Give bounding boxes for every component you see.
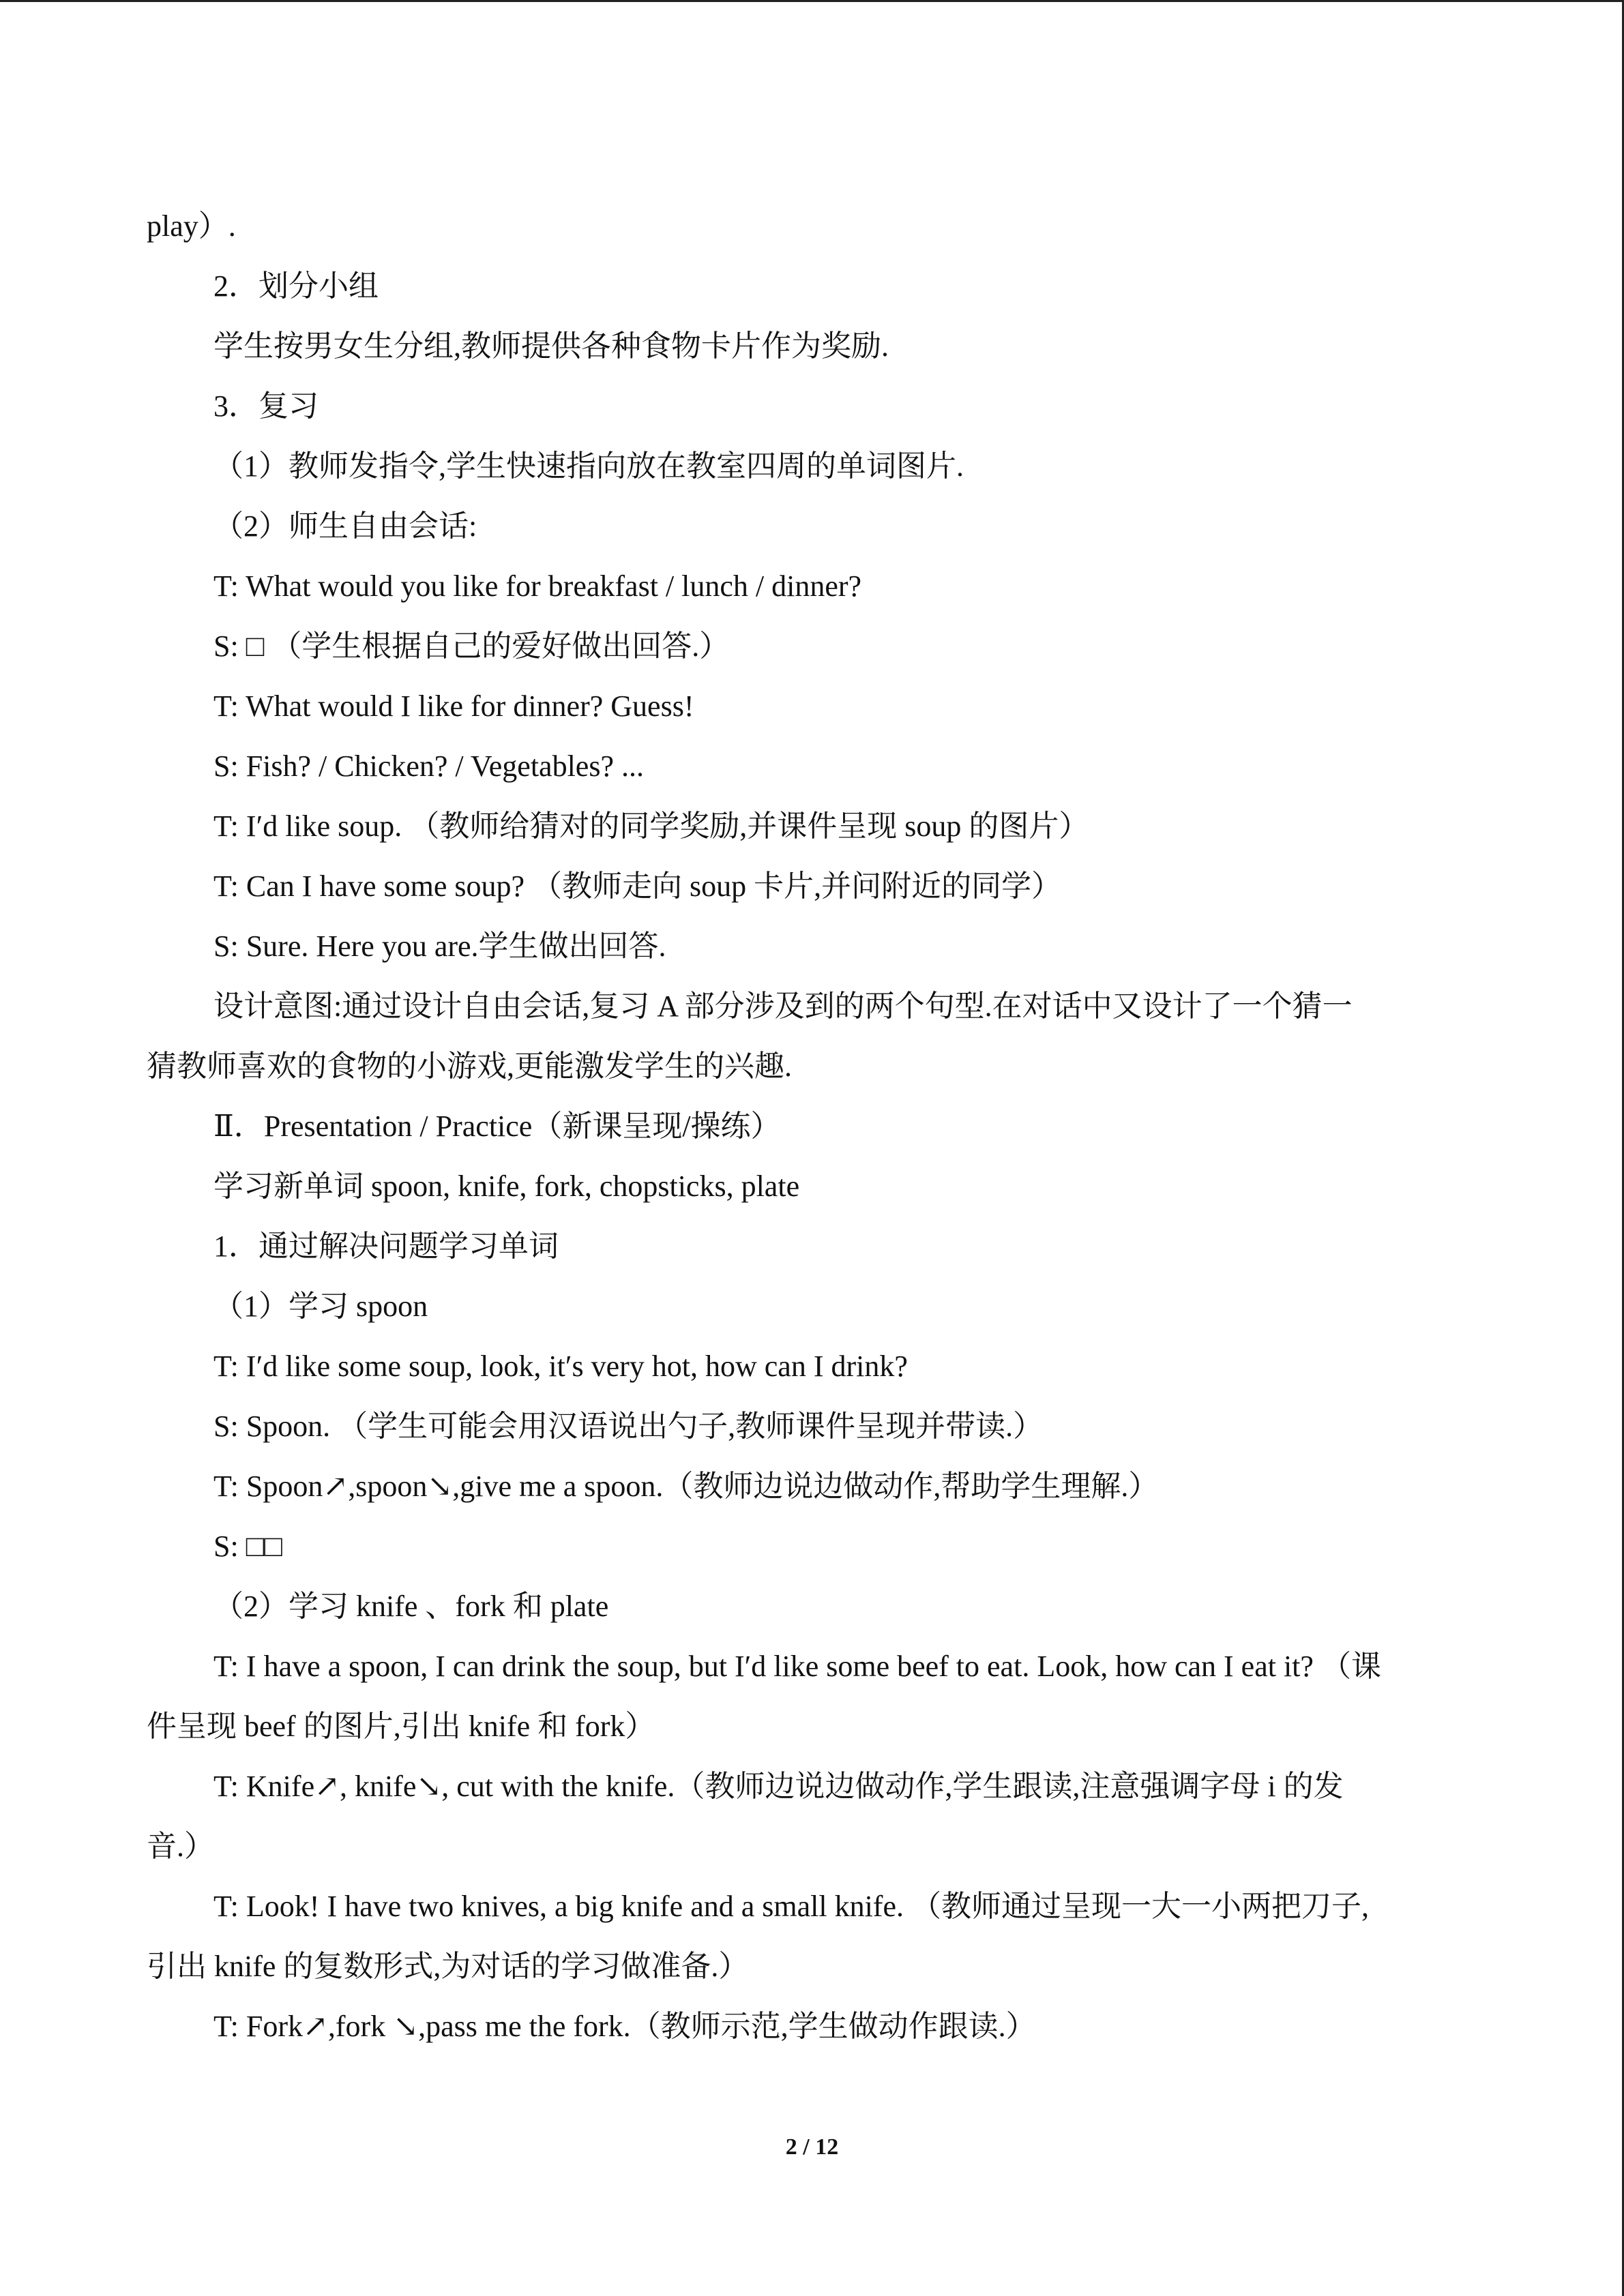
text-line: 音.） [147, 1830, 214, 1863]
dialogue-line: S: Fish? / Chicken? / Vegetables? ... [213, 749, 644, 783]
dialogue-line: T: Knife↗, knife↘, cut with the knife.（教师边说边做动作,学生跟读,注意强调字母 i 的发 [213, 1770, 1344, 1803]
dialogue-line: T: Can I have some soup? （教师走向 soup 卡片,并问附近的同学） [213, 869, 1062, 903]
dialogue-line: T: Fork↗,fork ↘,pass me the fork.（教师示范,学生做动作跟读.） [213, 2010, 1036, 2043]
dialogue-line: T: I′d like some soup, look, it′s very hot, how can I drink? [213, 1350, 908, 1383]
section-heading: 2．划分小组 [213, 269, 379, 303]
text-line: 猜教师喜欢的食物的小游戏,更能激发学生的兴趣. [147, 1049, 792, 1083]
text-line: 学习新单词 spoon, knife, fork, chopsticks, plate [213, 1169, 800, 1203]
dialogue-line: T: Spoon↗,spoon↘,give me a spoon.（教师边说边做动作,帮助学生理解.） [213, 1470, 1159, 1503]
dialogue-line: S: □ （学生根据自己的爱好做出回答.） [213, 629, 730, 663]
text-line: 件呈现 beef 的图片,引出 knife 和 fork） [147, 1710, 655, 1743]
dialogue-line: T: What would you like for breakfast / lunch / dinner? [213, 569, 862, 603]
dialogue-line: S: □□ [213, 1530, 282, 1563]
page-number: 2 / 12 [785, 2134, 839, 2160]
text-line: 学生按男女生分组,教师提供各种食物卡片作为奖励. [213, 329, 889, 363]
dialogue-line: T: Look! I have two knives, a big knife and a small knife. （教师通过呈现一大一小两把刀子, [213, 1890, 1369, 1923]
document-body [147, 211, 1483, 2072]
dialogue-line: T: I have a spoon, I can drink the soup, but I′d like some beef to eat. Look, how can I eat it? （课 [213, 1650, 1381, 1683]
dialogue-line: T: What would I like for dinner? Guess! [213, 689, 694, 723]
text-line: （1）教师发指令,学生快速指向放在教室四周的单词图片. [213, 449, 964, 483]
dialogue-line: T: I′d like soup. （教师给猜对的同学奖励,并课件呈现 soup 的图片） [213, 809, 1089, 843]
dialogue-line: S: Spoon. （学生可能会用汉语说出勺子,教师课件呈现并带读.） [213, 1410, 1044, 1443]
text-line: （2）学习 knife 、fork 和 plate [213, 1590, 609, 1623]
dialogue-line: S: Sure. Here you are.学生做出回答. [213, 929, 666, 963]
text-line: play）. [147, 209, 236, 243]
text-line: （1）学习 spoon [213, 1289, 428, 1323]
text-line: 设计意图:通过设计自由会话,复习 A 部分涉及到的两个句型.在对话中又设计了一个猜一 [213, 989, 1353, 1023]
section-heading: Ⅱ．Presentation / Practice（新课呈现/操练） [213, 1109, 781, 1143]
text-line: （2）师生自由会话: [213, 509, 477, 543]
section-heading: 1．通过解决问题学习单词 [213, 1229, 559, 1263]
text-line: 引出 knife 的复数形式,为对话的学习做准备.） [147, 1950, 749, 1983]
section-heading: 3．复习 [213, 389, 319, 423]
